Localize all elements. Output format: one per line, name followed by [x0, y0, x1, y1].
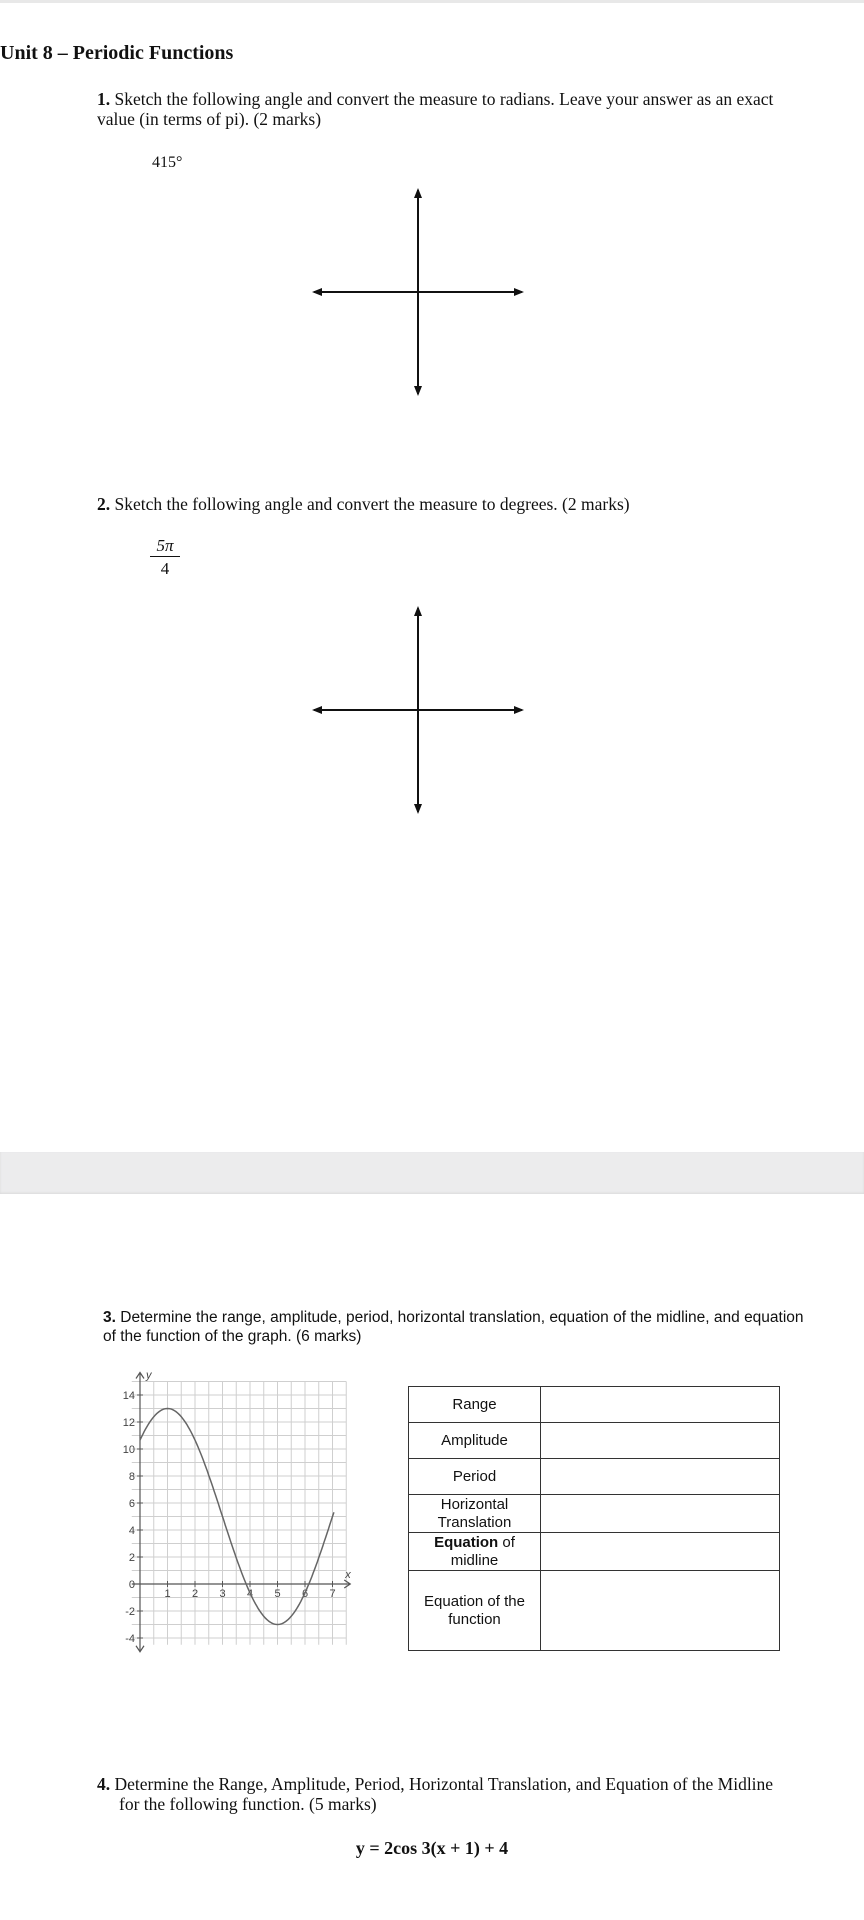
- question-1-number: 1.: [97, 89, 111, 109]
- question-4: [97, 1774, 837, 1814]
- question-2-angle-denominator: 4: [160, 559, 170, 578]
- range-answer-cell[interactable]: [541, 1387, 780, 1423]
- question-2-number: 2.: [97, 494, 111, 514]
- equation-answer-cell[interactable]: [541, 1571, 780, 1651]
- unit-title: Unit 8 – Periodic Functions: [0, 42, 234, 64]
- question-3-number: 3.: [103, 1309, 116, 1326]
- table-row-midline: [409, 1533, 780, 1571]
- page-top-border: [0, 0, 864, 3]
- midline-label: [409, 1533, 541, 1571]
- page-break: [0, 1152, 864, 1194]
- y-tick-label: 6: [128, 1498, 135, 1510]
- question-2-angle-fraction: [150, 536, 180, 579]
- x-tick-label: 2: [191, 1588, 199, 1600]
- question-1-text-line1: Sketch the following angle and convert the measure to radians. Leave your answer as an exact: [110, 89, 774, 109]
- horizontal-translation-label: [409, 1495, 541, 1533]
- y-tick-label: 2: [128, 1552, 135, 1564]
- question-4-text-line1: Determine the Range, Amplitude, Period, Horizontal Translation, and Equation of the Midline: [110, 1774, 774, 1794]
- x-tick-label: 4: [246, 1588, 254, 1600]
- question-3-graph: [112, 1369, 351, 1658]
- y-tick-label: 14: [122, 1390, 135, 1402]
- x-axis-label: x: [345, 1569, 351, 1581]
- x-tick-label: 1: [164, 1588, 171, 1600]
- y-tick-label: 0: [128, 1579, 135, 1591]
- x-tick-label: 7: [329, 1588, 336, 1600]
- question-2-axes[interactable]: [300, 598, 540, 818]
- question-1-axes[interactable]: [300, 180, 540, 400]
- question-2: [97, 494, 837, 514]
- question-1-text-line2: value (in terms of pi). (2 marks): [97, 109, 322, 129]
- question-3-text-line2: of the function of the graph. (6 marks): [103, 1328, 362, 1345]
- midline-label-line2: midline: [450, 1551, 499, 1569]
- table-row-equation: [409, 1571, 780, 1651]
- y-tick-label: -4: [125, 1633, 135, 1645]
- question-3-text-line1: Determine the range, amplitude, period, horizontal translation, equation of the midline, and equation: [115, 1309, 804, 1326]
- equation-label-line2: function: [448, 1610, 501, 1628]
- period-answer-cell[interactable]: [541, 1459, 780, 1495]
- midline-label-equation: Equation: [434, 1533, 499, 1551]
- table-row-amplitude: [409, 1423, 780, 1459]
- question-1: [97, 89, 837, 129]
- table-row-range: [409, 1387, 780, 1423]
- horizontal-label-line1: Horizontal: [440, 1495, 509, 1513]
- question-3: [103, 1308, 833, 1346]
- question-4-text-line2: for the following function. (5 marks): [119, 1794, 377, 1814]
- equation-label-line1: Equation of the: [424, 1592, 525, 1610]
- table-row-horizontal-translation: [409, 1495, 780, 1533]
- horizontal-translation-answer-cell[interactable]: [541, 1495, 780, 1533]
- question-1-angle: 415°: [152, 154, 183, 171]
- y-axis-label: y: [146, 1369, 152, 1382]
- table-row-period: [409, 1459, 780, 1495]
- question-4-number: 4.: [97, 1774, 111, 1794]
- range-label: Range: [409, 1387, 541, 1423]
- y-tick-label: 8: [128, 1471, 135, 1483]
- y-tick-label: 12: [122, 1417, 135, 1429]
- midline-label-of: of: [498, 1533, 515, 1551]
- y-tick-label: 4: [128, 1525, 135, 1537]
- amplitude-label: Amplitude: [409, 1423, 541, 1459]
- period-label: Period: [409, 1459, 541, 1495]
- equation-label: [409, 1571, 541, 1651]
- x-tick-label: 3: [219, 1588, 226, 1600]
- horizontal-label-line2: Translation: [437, 1513, 512, 1531]
- x-tick-label: 6: [301, 1588, 309, 1600]
- amplitude-answer-cell[interactable]: [541, 1423, 780, 1459]
- midline-answer-cell[interactable]: [541, 1533, 780, 1571]
- question-3-answer-table: [408, 1386, 780, 1651]
- x-tick-label: 5: [274, 1588, 281, 1600]
- y-tick-label: 10: [122, 1444, 135, 1456]
- y-tick-label: -2: [125, 1606, 135, 1618]
- question-2-angle-numerator: 5π: [150, 536, 180, 557]
- question-4-equation: y = 2cos 3(x + 1) + 4: [355, 1838, 509, 1858]
- question-2-text: Sketch the following angle and convert the measure to degrees. (2 marks): [110, 494, 630, 514]
